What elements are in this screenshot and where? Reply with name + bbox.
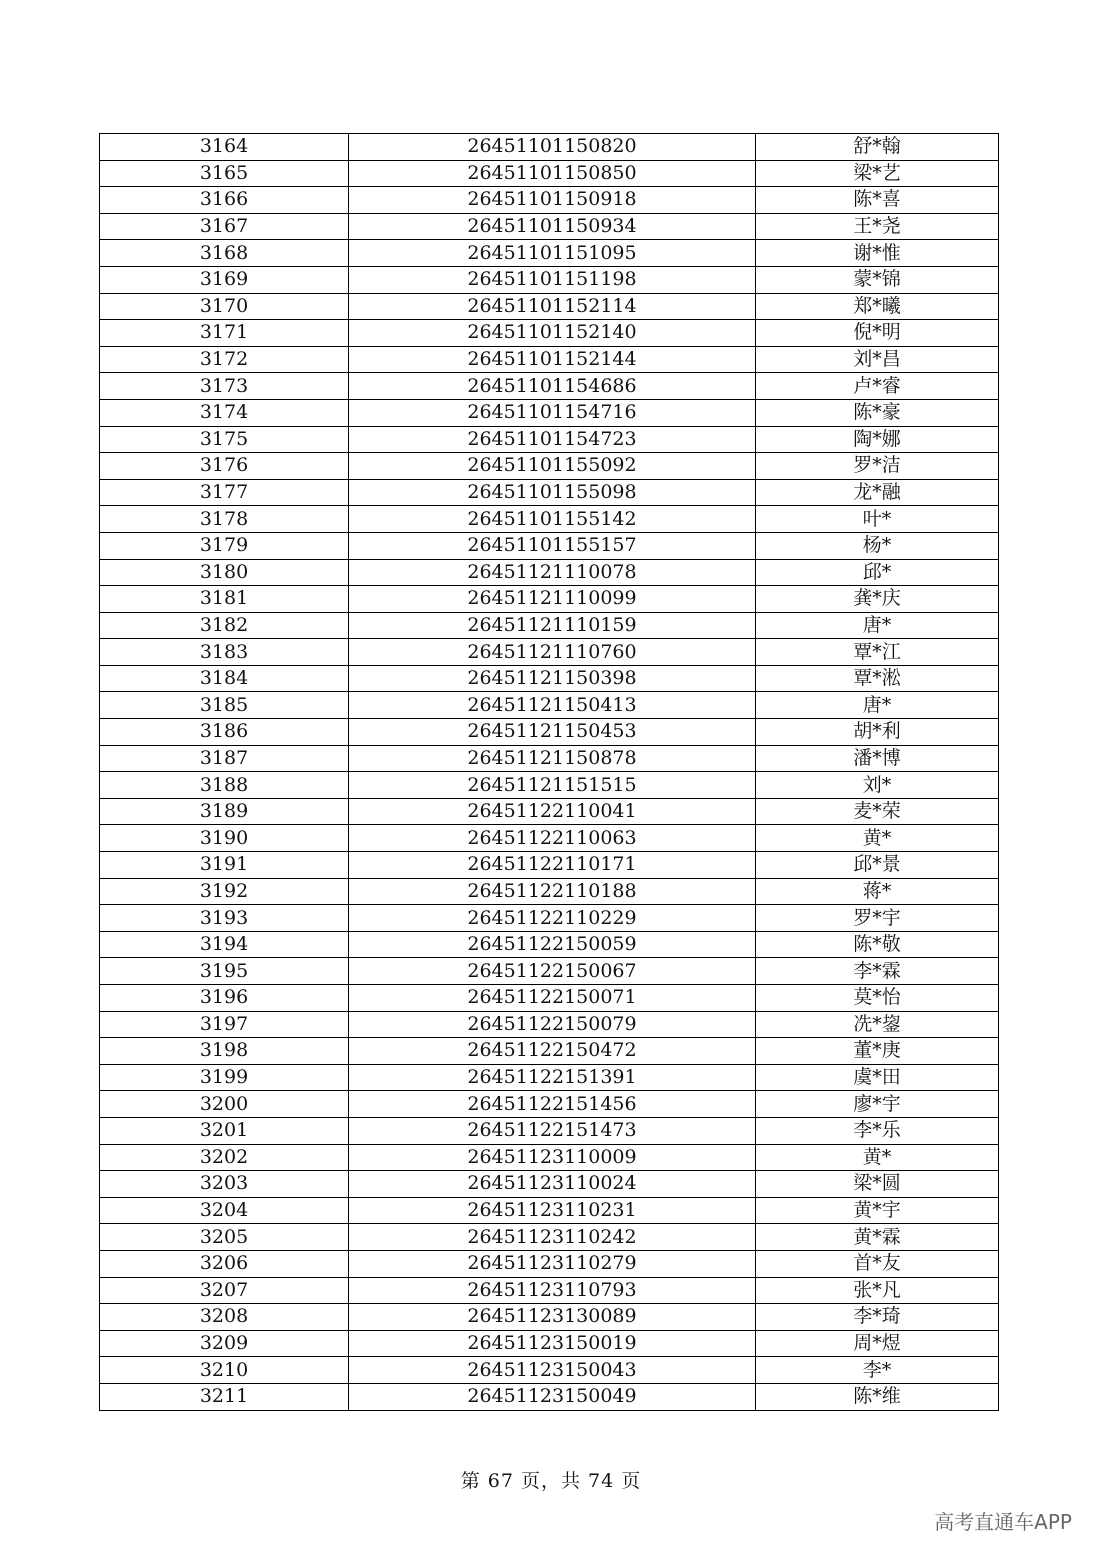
student-name-cell: 首*友 xyxy=(756,1250,999,1277)
serial-number-cell: 3207 xyxy=(100,1277,349,1304)
exam-number-cell: 26451122150472 xyxy=(349,1038,756,1065)
student-name-cell: 梁*艺 xyxy=(756,160,999,187)
student-name-cell: 倪*明 xyxy=(756,320,999,347)
student-name-cell: 李*琦 xyxy=(756,1304,999,1331)
serial-number-cell: 3189 xyxy=(100,798,349,825)
exam-number-cell: 26451121110159 xyxy=(349,612,756,639)
serial-number-cell: 3184 xyxy=(100,665,349,692)
serial-number-cell: 3187 xyxy=(100,745,349,772)
student-name-cell: 陈*维 xyxy=(756,1383,999,1410)
student-name-cell: 舒*翰 xyxy=(756,134,999,161)
student-name-cell: 莫*怡 xyxy=(756,985,999,1012)
table-row xyxy=(100,1064,999,1091)
serial-number-cell: 3178 xyxy=(100,506,349,533)
exam-number-cell: 26451122150079 xyxy=(349,1011,756,1038)
exam-number-cell: 26451123110009 xyxy=(349,1144,756,1171)
exam-number-cell: 26451122150059 xyxy=(349,931,756,958)
student-name-cell: 龚*庆 xyxy=(756,586,999,613)
exam-number-cell: 26451122150071 xyxy=(349,985,756,1012)
exam-number-cell: 26451123110279 xyxy=(349,1250,756,1277)
student-name-cell: 黄*宇 xyxy=(756,1197,999,1224)
roster-table xyxy=(99,133,999,1411)
serial-number-cell: 3211 xyxy=(100,1383,349,1410)
exam-number-cell: 26451123150043 xyxy=(349,1357,756,1384)
exam-number-cell: 26451122151456 xyxy=(349,1091,756,1118)
student-name-cell: 罗*洁 xyxy=(756,453,999,480)
serial-number-cell: 3208 xyxy=(100,1304,349,1331)
serial-number-cell: 3190 xyxy=(100,825,349,852)
table-row xyxy=(100,719,999,746)
table-row xyxy=(100,1011,999,1038)
exam-number-cell: 26451123110793 xyxy=(349,1277,756,1304)
exam-number-cell: 26451101154686 xyxy=(349,373,756,400)
exam-number-cell: 26451122150067 xyxy=(349,958,756,985)
exam-number-cell: 26451101155157 xyxy=(349,532,756,559)
table-row xyxy=(100,586,999,613)
student-name-cell: 张*凡 xyxy=(756,1277,999,1304)
exam-number-cell: 26451121150878 xyxy=(349,745,756,772)
table-row xyxy=(100,692,999,719)
table-row xyxy=(100,745,999,772)
exam-number-cell: 26451121110078 xyxy=(349,559,756,586)
exam-number-cell: 26451122151391 xyxy=(349,1064,756,1091)
table-row xyxy=(100,985,999,1012)
exam-number-cell: 26451123130089 xyxy=(349,1304,756,1331)
exam-number-cell: 26451101150850 xyxy=(349,160,756,187)
table-row xyxy=(100,213,999,240)
serial-number-cell: 3176 xyxy=(100,453,349,480)
serial-number-cell: 3172 xyxy=(100,346,349,373)
student-name-cell: 蒙*锦 xyxy=(756,266,999,293)
serial-number-cell: 3183 xyxy=(100,639,349,666)
student-name-cell: 邱*景 xyxy=(756,852,999,879)
serial-number-cell: 3206 xyxy=(100,1250,349,1277)
table-row xyxy=(100,160,999,187)
table-row xyxy=(100,453,999,480)
table-row xyxy=(100,1357,999,1384)
student-name-cell: 胡*利 xyxy=(756,719,999,746)
table-row xyxy=(100,905,999,932)
student-name-cell: 董*庚 xyxy=(756,1038,999,1065)
exam-number-cell: 26451101155092 xyxy=(349,453,756,480)
table-row xyxy=(100,878,999,905)
table-row xyxy=(100,931,999,958)
serial-number-cell: 3191 xyxy=(100,852,349,879)
student-name-cell: 李*乐 xyxy=(756,1117,999,1144)
exam-number-cell: 26451121150413 xyxy=(349,692,756,719)
serial-number-cell: 3174 xyxy=(100,399,349,426)
exam-number-cell: 26451101150934 xyxy=(349,213,756,240)
table-row xyxy=(100,346,999,373)
serial-number-cell: 3192 xyxy=(100,878,349,905)
page-number: 第 67 页，共 74 页 xyxy=(460,1470,642,1492)
table-row xyxy=(100,772,999,799)
table-row xyxy=(100,1277,999,1304)
table-row xyxy=(100,1144,999,1171)
student-name-cell: 麦*荣 xyxy=(756,798,999,825)
exam-number-cell: 26451101150820 xyxy=(349,134,756,161)
student-name-cell: 罗*宇 xyxy=(756,905,999,932)
table-row xyxy=(100,320,999,347)
student-name-cell: 陈*喜 xyxy=(756,187,999,214)
student-name-cell: 唐* xyxy=(756,692,999,719)
exam-number-cell: 26451101151198 xyxy=(349,266,756,293)
student-name-cell: 杨* xyxy=(756,532,999,559)
exam-number-cell: 26451101154716 xyxy=(349,399,756,426)
table-row xyxy=(100,1330,999,1357)
student-name-cell: 冼*鋆 xyxy=(756,1011,999,1038)
student-name-cell: 龙*融 xyxy=(756,479,999,506)
serial-number-cell: 3177 xyxy=(100,479,349,506)
app-watermark: 高考直通车APP xyxy=(934,1510,1072,1534)
table-row xyxy=(100,665,999,692)
serial-number-cell: 3203 xyxy=(100,1171,349,1198)
serial-number-cell: 3197 xyxy=(100,1011,349,1038)
exam-number-cell: 26451123110242 xyxy=(349,1224,756,1251)
student-name-cell: 叶* xyxy=(756,506,999,533)
serial-number-cell: 3171 xyxy=(100,320,349,347)
exam-number-cell: 26451122110229 xyxy=(349,905,756,932)
serial-number-cell: 3194 xyxy=(100,931,349,958)
exam-number-cell: 26451123110231 xyxy=(349,1197,756,1224)
student-name-cell: 郑*曦 xyxy=(756,293,999,320)
student-name-cell: 潘*博 xyxy=(756,745,999,772)
serial-number-cell: 3188 xyxy=(100,772,349,799)
exam-number-cell: 26451122110188 xyxy=(349,878,756,905)
exam-number-cell: 26451123110024 xyxy=(349,1171,756,1198)
exam-number-cell: 26451101152144 xyxy=(349,346,756,373)
table-row xyxy=(100,612,999,639)
exam-number-cell: 26451122110171 xyxy=(349,852,756,879)
table-row xyxy=(100,958,999,985)
student-name-cell: 王*尧 xyxy=(756,213,999,240)
exam-number-cell: 26451122151473 xyxy=(349,1117,756,1144)
table-row xyxy=(100,373,999,400)
table-row xyxy=(100,293,999,320)
student-name-cell: 李* xyxy=(756,1357,999,1384)
exam-number-cell: 26451101152140 xyxy=(349,320,756,347)
exam-number-cell: 26451122110063 xyxy=(349,825,756,852)
serial-number-cell: 3185 xyxy=(100,692,349,719)
table-row xyxy=(100,399,999,426)
table-row xyxy=(100,559,999,586)
serial-number-cell: 3169 xyxy=(100,266,349,293)
table-row xyxy=(100,240,999,267)
table-row xyxy=(100,1117,999,1144)
table-row xyxy=(100,1224,999,1251)
serial-number-cell: 3205 xyxy=(100,1224,349,1251)
serial-number-cell: 3179 xyxy=(100,532,349,559)
exam-number-cell: 26451121110760 xyxy=(349,639,756,666)
student-name-cell: 覃*江 xyxy=(756,639,999,666)
student-name-cell: 陈*敬 xyxy=(756,931,999,958)
serial-number-cell: 3175 xyxy=(100,426,349,453)
student-name-cell: 卢*睿 xyxy=(756,373,999,400)
student-name-cell: 刘*昌 xyxy=(756,346,999,373)
serial-number-cell: 3193 xyxy=(100,905,349,932)
table-row xyxy=(100,506,999,533)
exam-number-cell: 26451121110099 xyxy=(349,586,756,613)
table-row xyxy=(100,532,999,559)
serial-number-cell: 3165 xyxy=(100,160,349,187)
student-name-cell: 刘* xyxy=(756,772,999,799)
exam-number-cell: 26451121150398 xyxy=(349,665,756,692)
serial-number-cell: 3173 xyxy=(100,373,349,400)
table-row xyxy=(100,639,999,666)
table-row xyxy=(100,266,999,293)
serial-number-cell: 3210 xyxy=(100,1357,349,1384)
serial-number-cell: 3170 xyxy=(100,293,349,320)
serial-number-cell: 3201 xyxy=(100,1117,349,1144)
table-row xyxy=(100,187,999,214)
exam-number-cell: 26451122110041 xyxy=(349,798,756,825)
serial-number-cell: 3182 xyxy=(100,612,349,639)
student-name-cell: 黄*霖 xyxy=(756,1224,999,1251)
serial-number-cell: 3199 xyxy=(100,1064,349,1091)
serial-number-cell: 3200 xyxy=(100,1091,349,1118)
student-name-cell: 蒋* xyxy=(756,878,999,905)
serial-number-cell: 3195 xyxy=(100,958,349,985)
table-row xyxy=(100,1250,999,1277)
exam-number-cell: 26451101155098 xyxy=(349,479,756,506)
student-name-cell: 覃*淞 xyxy=(756,665,999,692)
table-row xyxy=(100,852,999,879)
exam-number-cell: 26451121150453 xyxy=(349,719,756,746)
student-name-cell: 廖*宇 xyxy=(756,1091,999,1118)
serial-number-cell: 3196 xyxy=(100,985,349,1012)
table-row xyxy=(100,798,999,825)
serial-number-cell: 3181 xyxy=(100,586,349,613)
table-row xyxy=(100,1383,999,1410)
student-name-cell: 黄* xyxy=(756,825,999,852)
student-name-cell: 唐* xyxy=(756,612,999,639)
exam-number-cell: 26451101152114 xyxy=(349,293,756,320)
table-row xyxy=(100,825,999,852)
serial-number-cell: 3209 xyxy=(100,1330,349,1357)
exam-number-cell: 26451101154723 xyxy=(349,426,756,453)
student-name-cell: 虞*田 xyxy=(756,1064,999,1091)
table-row xyxy=(100,1197,999,1224)
serial-number-cell: 3202 xyxy=(100,1144,349,1171)
serial-number-cell: 3168 xyxy=(100,240,349,267)
student-name-cell: 黄* xyxy=(756,1144,999,1171)
table-row xyxy=(100,1038,999,1065)
exam-number-cell: 26451123150019 xyxy=(349,1330,756,1357)
student-name-cell: 梁*圆 xyxy=(756,1171,999,1198)
serial-number-cell: 3167 xyxy=(100,213,349,240)
serial-number-cell: 3204 xyxy=(100,1197,349,1224)
exam-number-cell: 26451121151515 xyxy=(349,772,756,799)
student-name-cell: 邱* xyxy=(756,559,999,586)
roster-body xyxy=(100,134,999,1411)
table-row xyxy=(100,479,999,506)
table-row xyxy=(100,1171,999,1198)
student-name-cell: 谢*惟 xyxy=(756,240,999,267)
serial-number-cell: 3198 xyxy=(100,1038,349,1065)
table-row xyxy=(100,1304,999,1331)
exam-number-cell: 26451123150049 xyxy=(349,1383,756,1410)
exam-number-cell: 26451101151095 xyxy=(349,240,756,267)
serial-number-cell: 3186 xyxy=(100,719,349,746)
table-row xyxy=(100,1091,999,1118)
serial-number-cell: 3166 xyxy=(100,187,349,214)
table-row xyxy=(100,134,999,161)
serial-number-cell: 3180 xyxy=(100,559,349,586)
serial-number-cell: 3164 xyxy=(100,134,349,161)
student-name-cell: 李*霖 xyxy=(756,958,999,985)
table-row xyxy=(100,426,999,453)
exam-number-cell: 26451101155142 xyxy=(349,506,756,533)
exam-number-cell: 26451101150918 xyxy=(349,187,756,214)
student-name-cell: 周*煜 xyxy=(756,1330,999,1357)
student-name-cell: 陶*娜 xyxy=(756,426,999,453)
student-name-cell: 陈*豪 xyxy=(756,399,999,426)
